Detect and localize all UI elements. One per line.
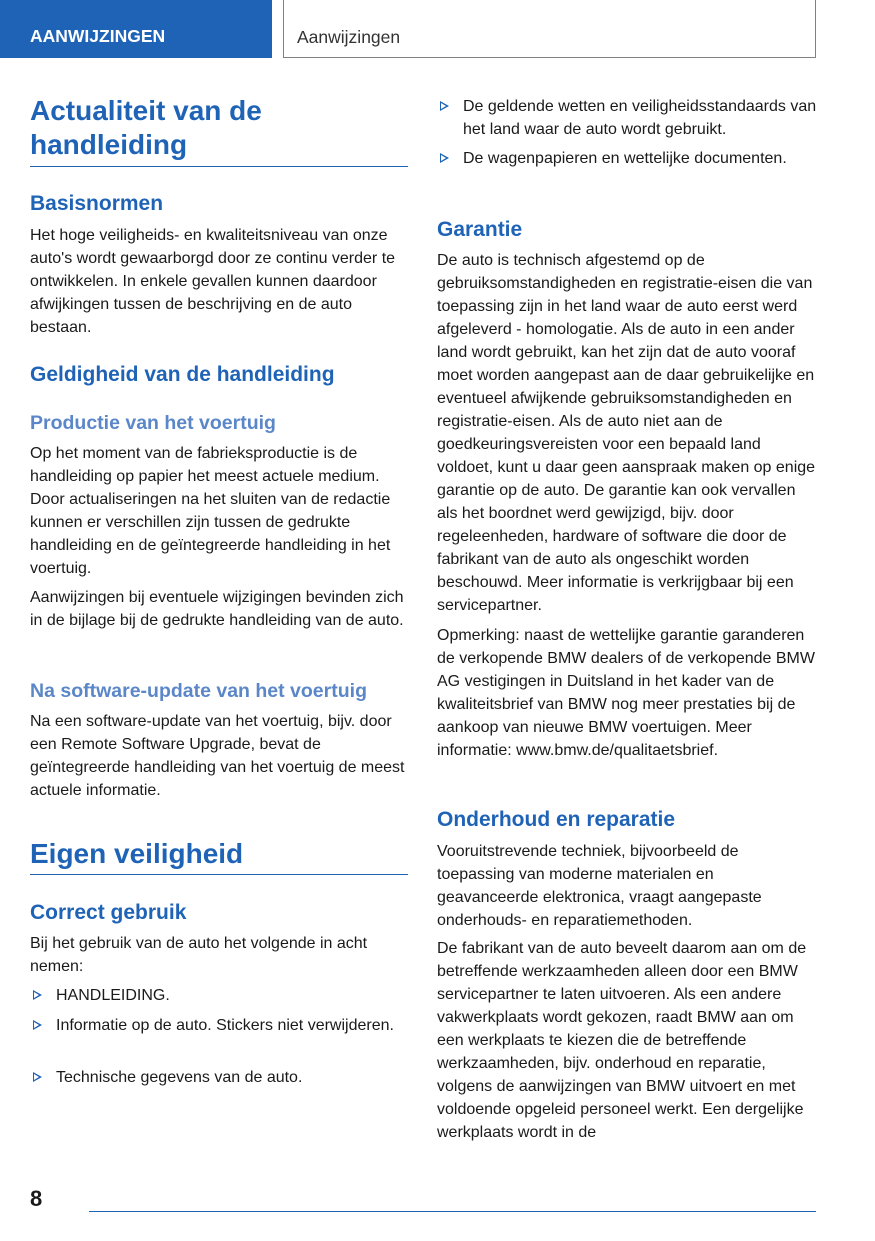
list-item: De geldende wetten en veiligheidsstandaards van het land waar de auto wordt gebruikt. (437, 95, 817, 141)
heading-geldigheid: Geldigheid van de handleiding (30, 363, 335, 386)
bullet-triangle-icon (440, 101, 449, 111)
paragraph-garantie-1: De auto is technisch afgestemd op de gebruiksomstandigheden en registratie-eisen die van toepassing zijn in het land waar de auto eerst werd afgeleverd - homologatie. Als de auto in een ander land wordt gebruikt, kan het zijn dat de auto vooraf moet worden aangepast aan de daar gebruikelijke en eventueel afwijkende gebruiksomstandigheden en registratie-eisen. Als de auto niet aan de goedkeuringsvereisten voor een bepaald land voldoet, kunt u daar geen aanspraak maken op enige garantie op de auto. De garantie kan ook vervallen als het boordnet werd gewijzigd, bijv. door regeleenheden, hardware of software die door de fabrikant van de auto als ongeschikt worden beschouwd. Meer informatie is verkrijgbaar bij een servicepartner. (437, 252, 816, 614)
bullet-triangle-icon (33, 1020, 42, 1030)
section-title-eigen-veiligheid: Eigen veiligheid (30, 838, 244, 869)
heading-productie: Productie van het voertuig (30, 412, 276, 434)
bullet-triangle-icon (33, 1072, 42, 1082)
paragraph-productie-2: Aanwijzingen bij eventuele wijzigingen bevinden zich in de bijlage bij de gedrukte handleiding van de auto. (30, 589, 404, 629)
heading-basisnormen: Basisnormen (30, 192, 164, 215)
page-title-line-1: Actualiteit van de (30, 95, 262, 126)
page-title-actualiteit (30, 94, 408, 162)
page-title-line-2: handleiding (30, 129, 188, 160)
footer-divider (89, 1211, 816, 1212)
paragraph-correct-gebruik: Bij het gebruik van de auto het volgende in acht nemen: (30, 935, 368, 975)
heading-software-update: Na software-update van het voertuig (30, 680, 367, 702)
list-item: De wagenpapieren en wettelijke documenten. (437, 147, 817, 170)
bullet-triangle-icon (440, 153, 449, 163)
list-item: Informatie op de auto. Stickers niet verwijderen. (30, 1014, 408, 1037)
section-divider (30, 874, 408, 875)
chapter-title: Aanwijzingen (283, 0, 816, 58)
list-item: Technische gegevens van de auto. (30, 1066, 408, 1089)
paragraph-garantie-2: Opmerking: naast de wettelijke garantie garanderen de verkopende BMW dealers of de verkopende BMW AG vestigingen in Duitsland in het kader van de kwaliteitsbrief van BMW nog meer prestaties bij de aankoop van nieuwe BMW voertuigen. Meer informatie: www.bmw.de/qualitaetsbrief. (437, 627, 815, 759)
heading-onderhoud: Onderhoud en reparatie (437, 808, 676, 831)
paragraph-onderhoud-2: De fabrikant van de auto beveelt daarom aan om de betreffende werkzaamheden alleen door een BMW servicepartner te laten uitvoeren. Als een andere vakwerkplaats wordt gekozen, raadt BMW aan om een werkplaats te kiezen die de betreffende werkzaamheden, bijv. onderhoud en reparatie, volgens de aanwijzingen van BMW uitvoert en met voldoende opgeleid personeel werkt. Een dergelijke werkplaats wordt in de (437, 940, 807, 1141)
paragraph-onderhoud-1: Vooruitstrevende techniek, bijvoorbeeld de toepassing van moderne materialen en geavanceerde elektronica, vraagt aangepaste onderhouds- en reparatiemethoden. (437, 843, 762, 929)
paragraph-software-update: Na een software-update van het voertuig, bijv. door een Remote Software Upgrade, bevat de geïntegreerde handleiding van het voertuig de meest actuele informatie. (30, 713, 405, 799)
list-item: HANDLEIDING. (30, 984, 408, 1007)
heading-garantie: Garantie (437, 218, 523, 241)
paragraph-basisnormen: Het hoge veiligheids- en kwaliteitsniveau van onze auto's wordt gewaarborgd door ze continu verder te ontwikkelen. In enkele gevallen kunnen daardoor afwijkingen tussen de beschrijving en de auto bestaan. (30, 227, 396, 336)
page-number: 8 (30, 1186, 43, 1211)
paragraph-productie-1: Op het moment van de fabrieksproductie is de handleiding op papier het meest actuele medium. Door actualiseringen na het sluiten van de redactie kunnen er verschillen zijn tussen de gedrukte handleiding en de geïntegreerde handleiding in het voertuig. (30, 445, 391, 577)
bullet-triangle-icon (33, 990, 42, 1000)
section-tab: AANWIJZINGEN (0, 0, 272, 58)
heading-correct-gebruik: Correct gebruik (30, 901, 187, 924)
title-divider (30, 166, 408, 167)
